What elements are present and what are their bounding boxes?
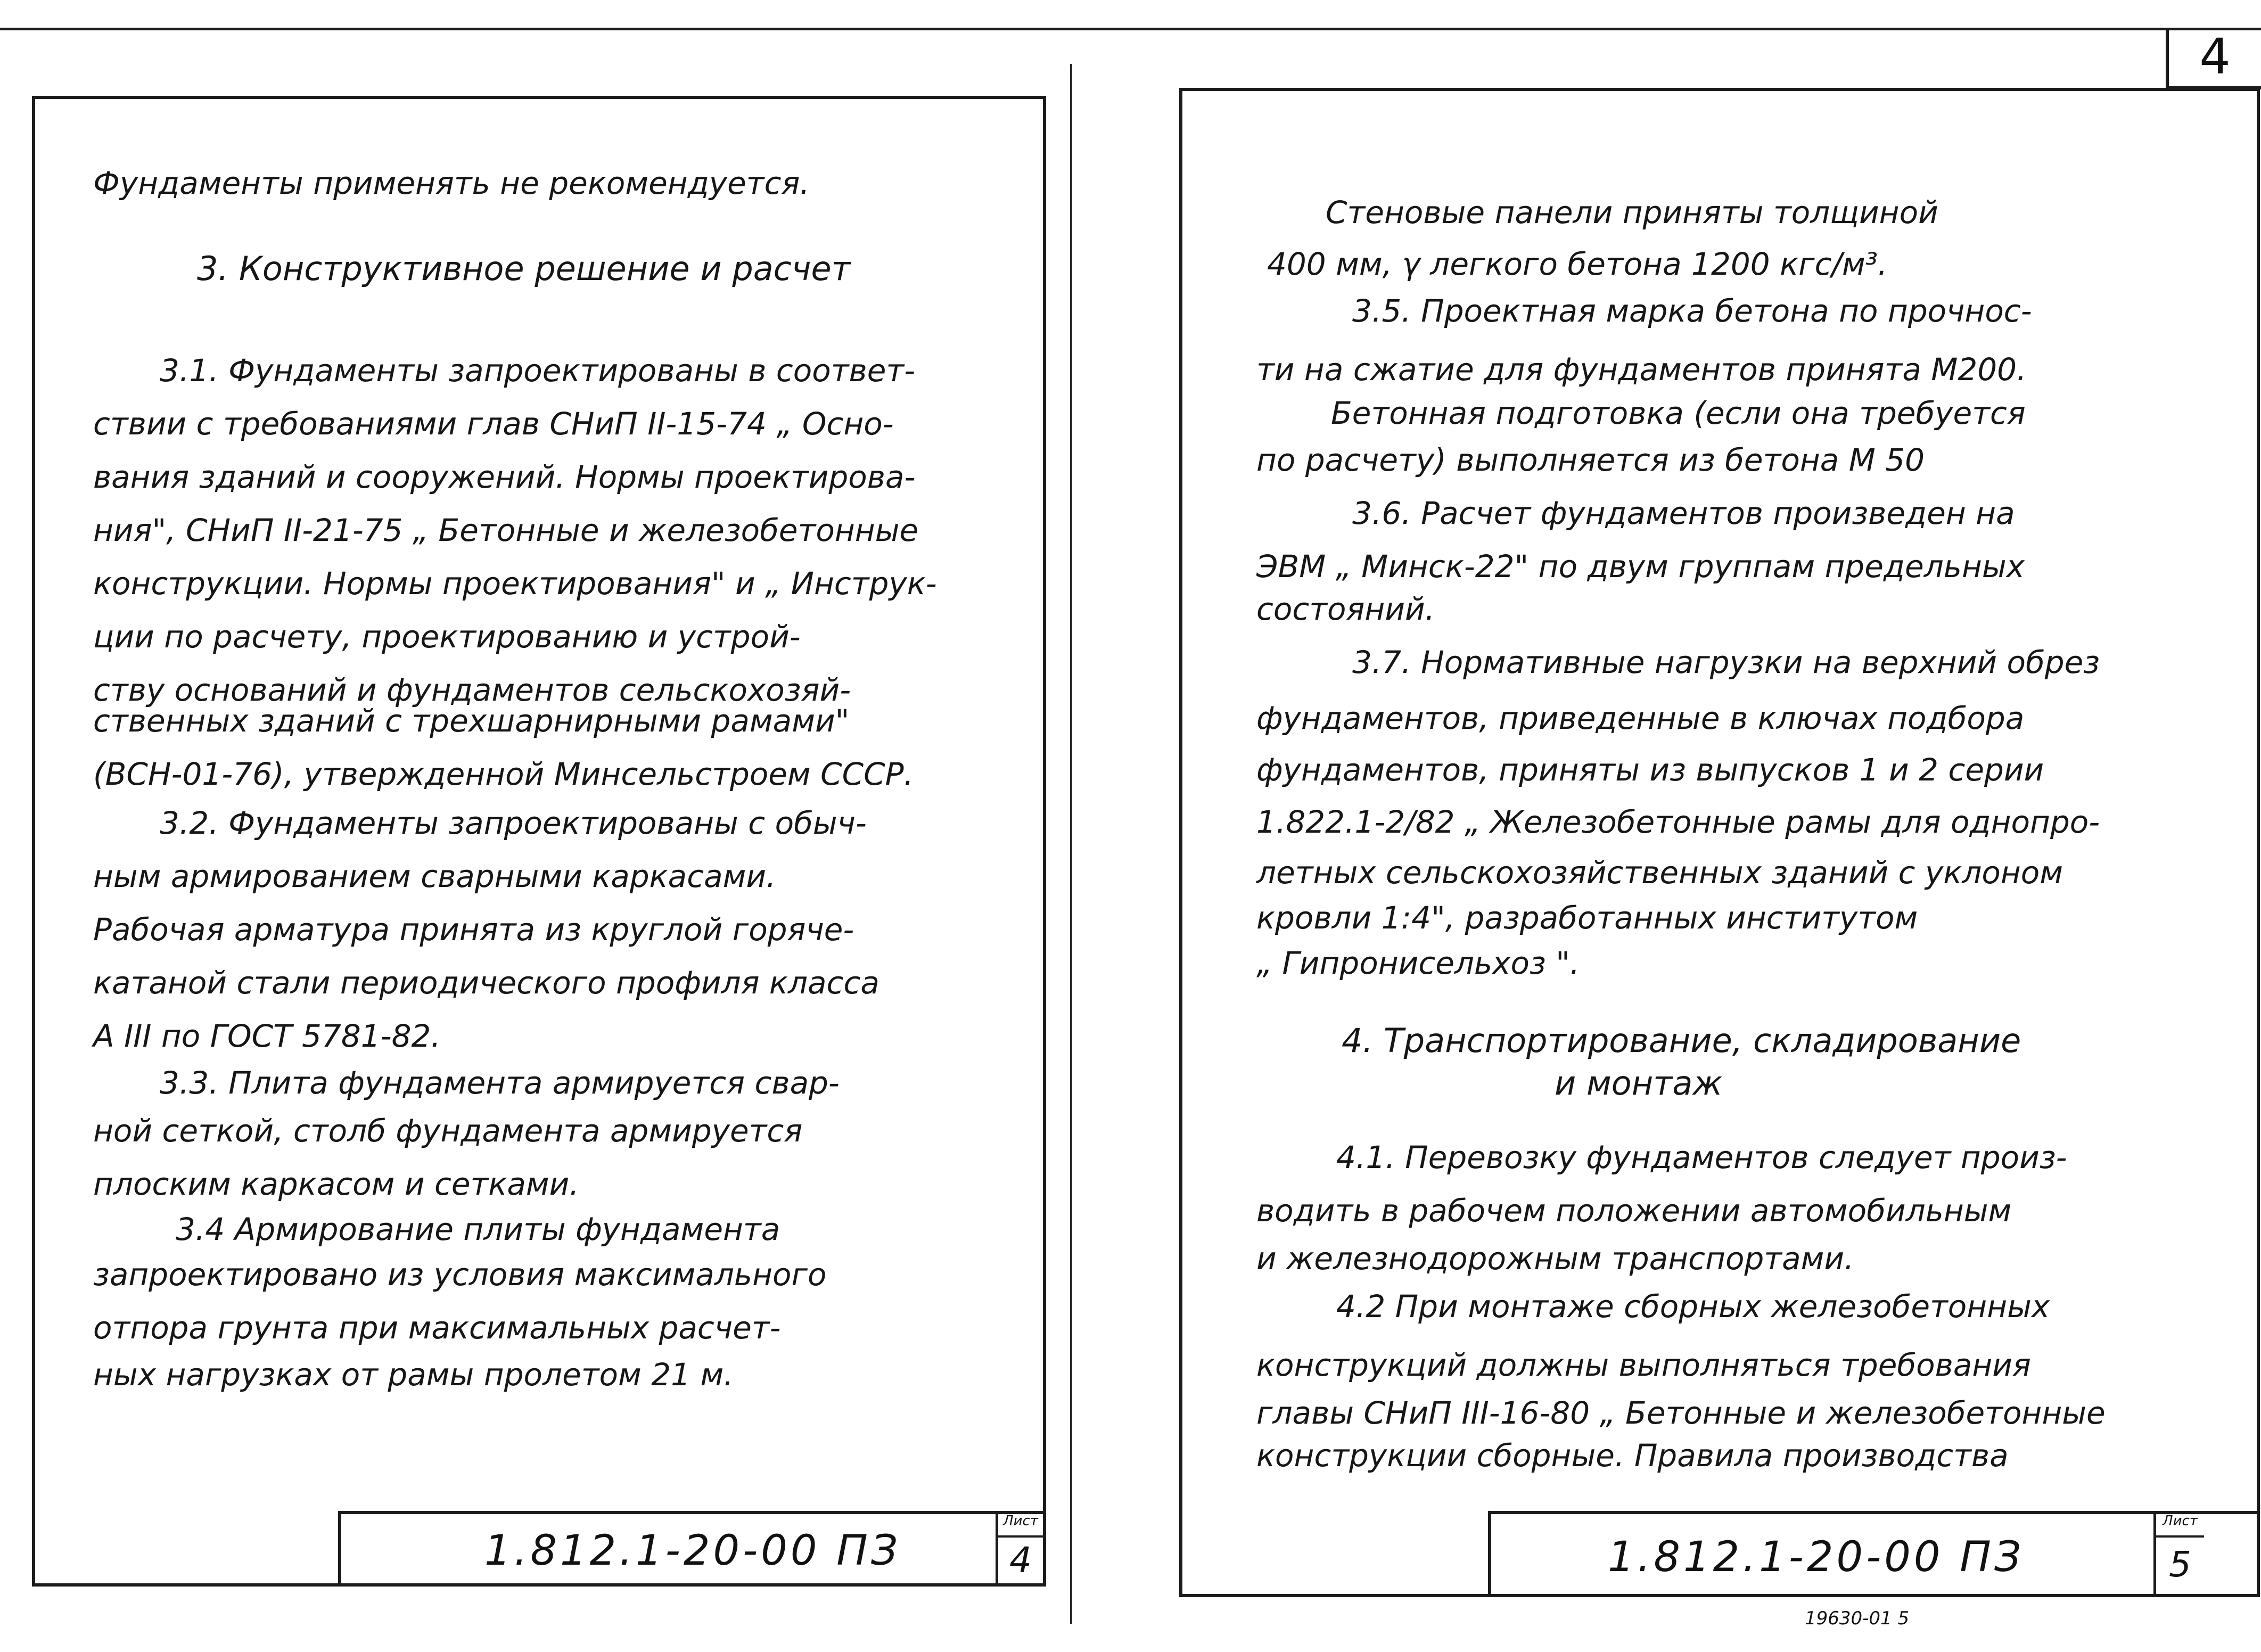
right-line: Стеновые панели приняты толщиной — [1326, 194, 1938, 231]
right-section-heading: 4. Транспортирование, складирование — [1342, 1021, 2021, 1060]
page-divider — [1070, 64, 1072, 1624]
left-line: ственных зданий с трехшарнирными рамами" — [93, 703, 850, 739]
left-line: Рабочая арматура принята из круглой горяче- — [93, 911, 854, 948]
left-line: ния", СНиП II-21-75 „ Бетонные и железобетонные — [93, 512, 919, 548]
left-line: плоским каркасом и сетками. — [93, 1166, 579, 1202]
left-line: ным армированием сварными каркасами. — [93, 858, 776, 894]
right-line: конструкций должны выполняться требования — [1256, 1347, 2031, 1383]
right-line: главы СНиП III-16-80 „ Бетонные и железобетонные — [1256, 1395, 2106, 1431]
left-line: ной сеткой, столб фундамента армируется — [93, 1113, 803, 1149]
left-line: Фундаменты применять не рекомендуется. — [93, 165, 810, 201]
right-line: конструкции сборные. Правила производства — [1256, 1437, 2009, 1474]
right-line: „ Гипронисельхоз ". — [1256, 945, 1580, 981]
right-line: состояний. — [1256, 591, 1435, 627]
left-line: 3.1. Фундаменты запроектированы в соответ- — [160, 352, 916, 389]
left-section-heading: 3. Конструктивное решение и расчет — [197, 249, 851, 288]
left-line: (ВСН-01-76), утвержденной Минсельстроем СССР. — [93, 756, 914, 792]
left-line: катаной стали периодического профиля класса — [93, 965, 879, 1001]
left-line: 3.4 Армирование плиты фундамента — [176, 1211, 780, 1247]
right-line: и железнодорожным транспортами. — [1256, 1240, 1854, 1277]
right-document-code: 1.812.1-20-00 ПЗ — [1608, 1533, 2024, 1581]
right-line: летных сельскохозяйственных зданий с уклоном — [1256, 854, 2063, 891]
left-line: вания зданий и сооружений. Нормы проектирова- — [93, 459, 916, 495]
left-line: ции по расчету, проектированию и устрой- — [93, 619, 801, 655]
right-line: 400 мм, γ легкого бетона 1200 кгс/м³. — [1267, 246, 1888, 282]
right-line: 3.7. Нормативные нагрузки на верхний обрез — [1352, 644, 2100, 680]
left-line: ствии с требованиями глав СНиП II-15-74 „ Осно- — [93, 406, 894, 442]
right-line: по расчету) выполняется из бетона М 50 — [1256, 442, 1925, 478]
right-line: 3.5. Проектная марка бетона по прочнос- — [1352, 293, 2032, 329]
right-sheet-number: 5 — [2169, 1544, 2191, 1585]
right-line: ЭВМ „ Минск-22" по двум группам предельных — [1256, 548, 2025, 585]
left-line: 3.3. Плита фундамента армируется свар- — [160, 1065, 840, 1101]
left-line: А III по ГОСТ 5781-82. — [93, 1018, 441, 1054]
archive-footer-id: 19630-01 5 — [1805, 1608, 1910, 1629]
right-line: 3.6. Расчет фундаментов произведен на — [1352, 495, 2015, 531]
left-line: ных нагрузках от рамы пролетом 21 м. — [93, 1357, 734, 1393]
left-sheet-number: 4 — [1009, 1540, 1032, 1581]
right-line: 1.822.1-2/82 „ Железобетонные рамы для однопро- — [1256, 804, 2100, 840]
corner-page-number: 4 — [2166, 28, 2261, 89]
right-line: 4.1. Перевозку фундаментов следует произ- — [1336, 1139, 2067, 1176]
left-document-code: 1.812.1-20-00 ПЗ — [484, 1527, 901, 1575]
right-line: ти на сжатие для фундаментов принята М200. — [1256, 351, 2027, 388]
right-line: Бетонная подготовка (если она требуется — [1331, 395, 2026, 431]
right-sheet-label: Лист — [2156, 1513, 2204, 1538]
left-line: отпора грунта при максимальных расчет- — [93, 1310, 781, 1346]
left-line: ству оснований и фундаментов сельскохозяй- — [93, 672, 851, 708]
right-line: 4.2 При монтаже сборных железобетонных — [1336, 1288, 2050, 1325]
top-rule — [0, 28, 2261, 30]
left-line: запроектировано из условия максимального — [93, 1256, 827, 1293]
right-line: водить в рабочем положении автомобильным — [1256, 1193, 2012, 1229]
left-line: конструкции. Нормы проектирования" и „ Инструк- — [93, 565, 937, 602]
left-sheet-label: Лист — [998, 1513, 1043, 1538]
right-section-heading-cont: и монтаж — [1555, 1064, 1723, 1103]
left-line: 3.2. Фундаменты запроектированы с обыч- — [160, 805, 867, 841]
right-line: кровли 1:4", разработанных институтом — [1256, 900, 1918, 936]
right-line: фундаментов, приняты из выпусков 1 и 2 серии — [1256, 752, 2044, 788]
right-line: фундаментов, приведенные в ключах подбора — [1256, 700, 2025, 736]
